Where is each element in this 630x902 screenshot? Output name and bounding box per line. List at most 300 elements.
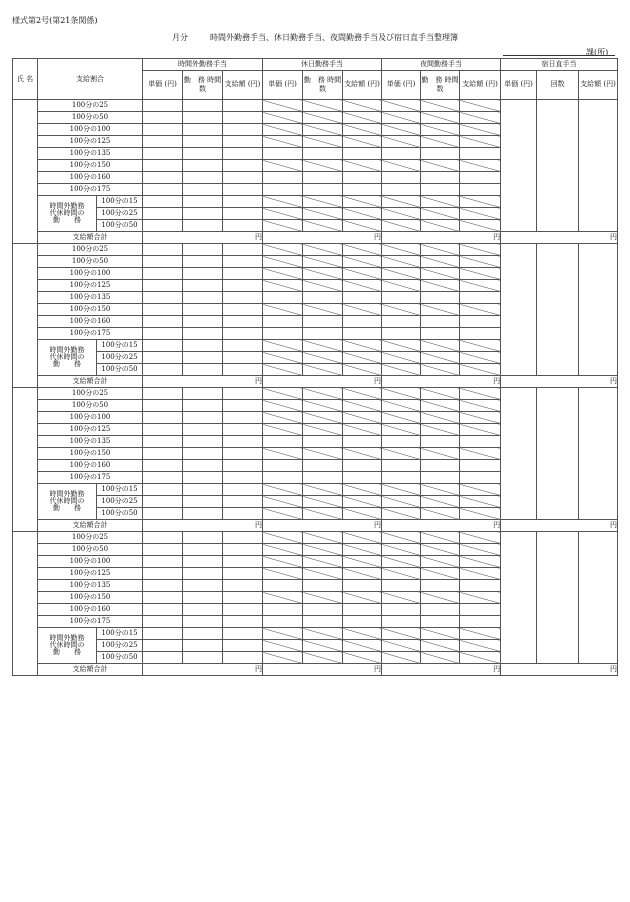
overtime-unit-price-cell[interactable]	[143, 472, 183, 484]
overtime-unit-price-cell[interactable]	[143, 532, 183, 544]
overtime-unit-price-cell[interactable]	[143, 256, 183, 268]
holiday-unit-price-cell[interactable]	[263, 184, 303, 196]
holiday-unit-price-hatched-cell	[263, 340, 303, 352]
overtime-hours-cell[interactable]	[183, 412, 223, 424]
duty-count-cell[interactable]	[537, 100, 579, 232]
night-hours-cell[interactable]	[421, 472, 460, 484]
night-unit-price-cell[interactable]	[382, 460, 421, 472]
overtime-unit-price-cell[interactable]	[143, 268, 183, 280]
night-hours-cell[interactable]	[421, 172, 460, 184]
night-hours-hatched-cell	[421, 112, 460, 124]
total-label: 支給額合計	[38, 232, 143, 244]
overtime-unit-price-cell[interactable]	[143, 136, 183, 148]
overtime-unit-price-cell[interactable]	[143, 244, 183, 256]
overtime-hours-cell[interactable]	[183, 592, 223, 604]
holiday-total-cell[interactable]: 円	[263, 664, 382, 676]
duty-unit-price-cell[interactable]	[501, 100, 537, 232]
overtime-hours-cell[interactable]	[183, 388, 223, 400]
overtime-amount-cell[interactable]	[223, 484, 263, 496]
overtime-unit-price-cell[interactable]	[143, 316, 183, 328]
holiday-amount-cell[interactable]	[343, 580, 382, 592]
holiday-hours-cell[interactable]	[303, 604, 343, 616]
overtime-hours-cell[interactable]	[183, 496, 223, 508]
holiday-unit-price-cell[interactable]	[263, 472, 303, 484]
overtime-unit-price-cell[interactable]	[143, 112, 183, 124]
overtime-amount-cell[interactable]	[223, 220, 263, 232]
overtime-hours-cell[interactable]	[183, 136, 223, 148]
overtime-amount-cell[interactable]	[223, 100, 263, 112]
night-amount-cell[interactable]	[460, 460, 501, 472]
night-unit-price-hatched-cell	[382, 220, 421, 232]
overtime-unit-price-cell[interactable]	[143, 220, 183, 232]
night-unit-price-hatched-cell	[382, 508, 421, 520]
overtime-hours-cell[interactable]	[183, 472, 223, 484]
overtime-hours-cell[interactable]	[183, 508, 223, 520]
duty-unit-price-cell[interactable]	[501, 532, 537, 664]
night-total-cell[interactable]: 円	[382, 376, 501, 388]
overtime-unit-price-cell[interactable]	[143, 304, 183, 316]
overtime-hours-cell[interactable]	[183, 160, 223, 172]
duty-amount-cell[interactable]	[579, 100, 618, 232]
overtime-amount-cell[interactable]	[223, 280, 263, 292]
night-unit-price-cell[interactable]	[382, 148, 421, 160]
night-amount-cell[interactable]	[460, 616, 501, 628]
duty-unit-price-cell[interactable]	[501, 388, 537, 520]
holiday-unit-price-hatched-cell	[263, 220, 303, 232]
holiday-unit-price-cell[interactable]	[263, 580, 303, 592]
holiday-total-cell[interactable]: 円	[263, 376, 382, 388]
holiday-amount-cell[interactable]	[343, 172, 382, 184]
overtime-amount-cell[interactable]	[223, 316, 263, 328]
night-amount-hatched-cell	[460, 280, 501, 292]
holiday-amount-hatched-cell	[343, 640, 382, 652]
overtime-hours-cell[interactable]	[183, 148, 223, 160]
holiday-amount-cell[interactable]	[343, 436, 382, 448]
holiday-unit-price-hatched-cell	[263, 496, 303, 508]
overtime-hours-cell[interactable]	[183, 328, 223, 340]
night-hours-cell[interactable]	[421, 184, 460, 196]
overtime-amount-cell[interactable]	[223, 352, 263, 364]
comp-leave-label-line: 勤 務	[53, 504, 81, 512]
overtime-amount-cell[interactable]	[223, 124, 263, 136]
overtime-amount-cell[interactable]	[223, 160, 263, 172]
night-unit-price-cell[interactable]	[382, 580, 421, 592]
night-amount-cell[interactable]	[460, 604, 501, 616]
night-amount-cell[interactable]	[460, 472, 501, 484]
employee-name-cell[interactable]	[13, 388, 38, 532]
overtime-hours-cell[interactable]	[183, 304, 223, 316]
night-amount-hatched-cell	[460, 196, 501, 208]
overtime-amount-cell[interactable]	[223, 172, 263, 184]
night-amount-cell[interactable]	[460, 328, 501, 340]
holiday-amount-cell[interactable]	[343, 292, 382, 304]
overtime-hours-cell[interactable]	[183, 580, 223, 592]
holiday-amount-cell[interactable]	[343, 472, 382, 484]
overtime-hours-cell[interactable]	[183, 652, 223, 664]
overtime-amount-cell[interactable]	[223, 436, 263, 448]
holiday-hours-cell[interactable]	[303, 148, 343, 160]
holiday-hours-cell[interactable]	[303, 472, 343, 484]
overtime-hours-cell[interactable]	[183, 460, 223, 472]
overtime-unit-price-cell[interactable]	[143, 640, 183, 652]
night-total-cell[interactable]: 円	[382, 664, 501, 676]
ratio-label: 100分の50	[38, 112, 143, 124]
overtime-amount-cell[interactable]	[223, 640, 263, 652]
holiday-unit-price-hatched-cell	[263, 400, 303, 412]
overtime-unit-price-cell[interactable]	[143, 460, 183, 472]
night-hours-cell[interactable]	[421, 436, 460, 448]
night-unit-price-cell[interactable]	[382, 316, 421, 328]
holiday-hours-hatched-cell	[303, 556, 343, 568]
night-amount-cell[interactable]	[460, 184, 501, 196]
overtime-unit-price-cell[interactable]	[143, 196, 183, 208]
overtime-unit-price-cell[interactable]	[143, 556, 183, 568]
holiday-hours-cell[interactable]	[303, 580, 343, 592]
overtime-hours-cell[interactable]	[183, 448, 223, 460]
overtime-unit-price-cell[interactable]	[143, 208, 183, 220]
holiday-hours-cell[interactable]	[303, 436, 343, 448]
overtime-hours-cell[interactable]	[183, 628, 223, 640]
holiday-unit-price-cell[interactable]	[263, 604, 303, 616]
night-hours-cell[interactable]	[421, 604, 460, 616]
holiday-total-cell[interactable]: 円	[263, 232, 382, 244]
overtime-amount-cell[interactable]	[223, 580, 263, 592]
night-unit-price-cell[interactable]	[382, 328, 421, 340]
overtime-hours-cell[interactable]	[183, 424, 223, 436]
overtime-unit-price-cell[interactable]	[143, 544, 183, 556]
holiday-hours-hatched-cell	[303, 400, 343, 412]
employee-name-cell[interactable]	[13, 100, 38, 244]
overtime-hours-cell[interactable]	[183, 316, 223, 328]
overtime-unit-price-cell[interactable]	[143, 148, 183, 160]
overtime-amount-cell[interactable]	[223, 112, 263, 124]
overtime-hours-cell[interactable]	[183, 292, 223, 304]
overtime-unit-price-cell[interactable]	[143, 568, 183, 580]
overtime-unit-price-cell[interactable]	[143, 172, 183, 184]
overtime-amount-cell[interactable]	[223, 388, 263, 400]
holiday-amount-hatched-cell	[343, 100, 382, 112]
holiday-hours-hatched-cell	[303, 496, 343, 508]
duty-unit-price-cell[interactable]	[501, 244, 537, 376]
night-amount-hatched-cell	[460, 160, 501, 172]
holiday-unit-price-hatched-cell	[263, 424, 303, 436]
night-hours-hatched-cell	[421, 568, 460, 580]
duty-total-cell[interactable]: 円	[501, 376, 618, 388]
night-hours-cell[interactable]	[421, 316, 460, 328]
holiday-unit-price-hatched-cell	[263, 268, 303, 280]
night-unit-price-cell[interactable]	[382, 604, 421, 616]
overtime-hours-cell[interactable]	[183, 544, 223, 556]
holiday-unit-price-hatched-cell	[263, 544, 303, 556]
comp-ratio-label: 100分の25	[97, 496, 143, 508]
night-amount-cell[interactable]	[460, 292, 501, 304]
overtime-total-cell[interactable]: 円	[143, 232, 263, 244]
holiday-amount-cell[interactable]	[343, 616, 382, 628]
night-amount-cell[interactable]	[460, 436, 501, 448]
overtime-hours-cell[interactable]	[183, 208, 223, 220]
overtime-unit-price-cell[interactable]	[143, 652, 183, 664]
overtime-amount-cell[interactable]	[223, 568, 263, 580]
duty-total-cell[interactable]: 円	[501, 232, 618, 244]
night-unit-price-cell[interactable]	[382, 172, 421, 184]
overtime-hours-cell[interactable]	[183, 280, 223, 292]
overtime-amount-cell[interactable]	[223, 424, 263, 436]
overtime-unit-price-cell[interactable]	[143, 100, 183, 112]
overtime-hours-cell[interactable]	[183, 604, 223, 616]
holiday-unit-price-cell[interactable]	[263, 328, 303, 340]
overtime-hours-cell[interactable]	[183, 172, 223, 184]
holiday-unit-price-hatched-cell	[263, 640, 303, 652]
night-hours-cell[interactable]	[421, 580, 460, 592]
holiday-amount-hatched-cell	[343, 424, 382, 436]
overtime-total-cell[interactable]: 円	[143, 376, 263, 388]
overtime-amount-cell[interactable]	[223, 244, 263, 256]
overtime-amount-cell[interactable]	[223, 328, 263, 340]
holiday-unit-price-cell[interactable]	[263, 292, 303, 304]
overtime-hours-cell[interactable]	[183, 124, 223, 136]
night-unit-price-hatched-cell	[382, 340, 421, 352]
holiday-amount-hatched-cell	[343, 208, 382, 220]
overtime-unit-price-cell[interactable]	[143, 580, 183, 592]
overtime-hours-cell[interactable]	[183, 340, 223, 352]
overtime-amount-cell[interactable]	[223, 508, 263, 520]
night-unit-price-cell[interactable]	[382, 436, 421, 448]
overtime-unit-price-cell[interactable]	[143, 436, 183, 448]
overtime-amount-cell[interactable]	[223, 532, 263, 544]
holiday-unit-price-cell[interactable]	[263, 148, 303, 160]
overtime-amount-cell[interactable]	[223, 268, 263, 280]
comp-ratio-label: 100分の15	[97, 196, 143, 208]
overtime-amount-cell[interactable]	[223, 364, 263, 376]
ratio-label: 100分の135	[38, 148, 143, 160]
night-amount-cell[interactable]	[460, 148, 501, 160]
holiday-amount-cell[interactable]	[343, 184, 382, 196]
overtime-amount-cell[interactable]	[223, 148, 263, 160]
holiday-unit-price-hatched-cell	[263, 448, 303, 460]
overtime-hours-cell[interactable]	[183, 244, 223, 256]
form-reference: 様式第2号(第21条関係)	[12, 16, 98, 25]
overtime-amount-cell[interactable]	[223, 292, 263, 304]
overtime-hours-cell[interactable]	[183, 220, 223, 232]
overtime-total-cell[interactable]: 円	[143, 664, 263, 676]
holiday-hours-cell[interactable]	[303, 328, 343, 340]
night-hours-hatched-cell	[421, 100, 460, 112]
duty-total-cell[interactable]: 円	[501, 520, 618, 532]
duty-count-cell[interactable]	[537, 244, 579, 376]
overtime-amount-cell[interactable]	[223, 448, 263, 460]
holiday-amount-hatched-cell	[343, 352, 382, 364]
overtime-unit-price-cell[interactable]	[143, 484, 183, 496]
overtime-unit-price-cell[interactable]	[143, 592, 183, 604]
overtime-hours-cell[interactable]	[183, 484, 223, 496]
overtime-hours-cell[interactable]	[183, 436, 223, 448]
night-total-cell[interactable]: 円	[382, 232, 501, 244]
overtime-unit-price-cell[interactable]	[143, 340, 183, 352]
overtime-unit-price-cell[interactable]	[143, 448, 183, 460]
night-amount-hatched-cell	[460, 484, 501, 496]
overtime-unit-price-cell[interactable]	[143, 388, 183, 400]
overtime-amount-cell[interactable]	[223, 616, 263, 628]
night-unit-price-hatched-cell	[382, 568, 421, 580]
holiday-unit-price-cell[interactable]	[263, 460, 303, 472]
holiday-amount-cell[interactable]	[343, 316, 382, 328]
overtime-hours-cell[interactable]	[183, 100, 223, 112]
overtime-hours-cell[interactable]	[183, 400, 223, 412]
holiday-hours-cell[interactable]	[303, 184, 343, 196]
holiday-amount-cell[interactable]	[343, 604, 382, 616]
holiday-amount-hatched-cell	[343, 196, 382, 208]
holiday-hours-hatched-cell	[303, 640, 343, 652]
night-hours-cell[interactable]	[421, 148, 460, 160]
duty-amount-cell[interactable]	[579, 388, 618, 520]
overtime-amount-cell[interactable]	[223, 304, 263, 316]
overtime-unit-price-cell[interactable]	[143, 628, 183, 640]
overtime-hours-cell[interactable]	[183, 364, 223, 376]
overtime-amount-cell[interactable]	[223, 412, 263, 424]
overtime-amount-cell[interactable]	[223, 196, 263, 208]
overtime-amount-cell[interactable]	[223, 628, 263, 640]
ratio-label: 100分の175	[38, 472, 143, 484]
overtime-unit-price-cell[interactable]	[143, 184, 183, 196]
overtime-amount-cell[interactable]	[223, 184, 263, 196]
overtime-unit-price-cell[interactable]	[143, 364, 183, 376]
overtime-amount-cell[interactable]	[223, 544, 263, 556]
holiday-unit-price-hatched-cell	[263, 136, 303, 148]
night-unit-price-cell[interactable]	[382, 184, 421, 196]
holiday-hours-cell[interactable]	[303, 460, 343, 472]
overtime-hours-cell[interactable]	[183, 256, 223, 268]
night-unit-price-hatched-cell	[382, 352, 421, 364]
duty-amount-header: 支給額 (円)	[579, 71, 618, 100]
night-hours-cell[interactable]	[421, 328, 460, 340]
holiday-hours-hatched-cell	[303, 592, 343, 604]
total-label: 支給額合計	[38, 664, 143, 676]
overtime-amount-cell[interactable]	[223, 136, 263, 148]
holiday-unit-price-cell[interactable]	[263, 436, 303, 448]
overtime-amount-cell[interactable]	[223, 652, 263, 664]
holiday-hours-cell[interactable]	[303, 172, 343, 184]
overtime-unit-price-cell[interactable]	[143, 124, 183, 136]
overtime-amount-cell[interactable]	[223, 556, 263, 568]
night-unit-price-hatched-cell	[382, 268, 421, 280]
overtime-hours-cell[interactable]	[183, 568, 223, 580]
overtime-unit-price-cell[interactable]	[143, 604, 183, 616]
overtime-hours-cell[interactable]	[183, 352, 223, 364]
overtime-amount-cell[interactable]	[223, 256, 263, 268]
night-amount-cell[interactable]	[460, 316, 501, 328]
night-hours-hatched-cell	[421, 628, 460, 640]
duty-amount-cell[interactable]	[579, 532, 618, 664]
holiday-hours-cell[interactable]	[303, 616, 343, 628]
night-amount-cell[interactable]	[460, 580, 501, 592]
overtime-total-cell[interactable]: 円	[143, 520, 263, 532]
night-hours-cell[interactable]	[421, 616, 460, 628]
holiday-amount-cell[interactable]	[343, 328, 382, 340]
night-total-cell[interactable]: 円	[382, 520, 501, 532]
holiday-amount-hatched-cell	[343, 484, 382, 496]
overtime-amount-cell[interactable]	[223, 340, 263, 352]
overtime-unit-price-cell[interactable]	[143, 616, 183, 628]
night-hours-cell[interactable]	[421, 292, 460, 304]
holiday-hours-cell[interactable]	[303, 316, 343, 328]
overtime-hours-cell[interactable]	[183, 196, 223, 208]
overtime-hours-cell[interactable]	[183, 532, 223, 544]
night-unit-price-hatched-cell	[382, 112, 421, 124]
night-hours-cell[interactable]	[421, 460, 460, 472]
holiday-total-cell[interactable]: 円	[263, 520, 382, 532]
total-row	[13, 376, 618, 388]
employee-name-cell[interactable]	[13, 532, 38, 676]
holiday-hours-cell[interactable]	[303, 292, 343, 304]
comp-leave-label	[38, 196, 97, 232]
overtime-unit-price-cell[interactable]	[143, 424, 183, 436]
holiday-amount-hatched-cell	[343, 304, 382, 316]
overtime-unit-price-cell[interactable]	[143, 400, 183, 412]
overtime-hours-cell[interactable]	[183, 640, 223, 652]
ratio-label: 100分の175	[38, 328, 143, 340]
overtime-hours-cell[interactable]	[183, 556, 223, 568]
comp-leave-label	[38, 484, 97, 520]
overtime-unit-price-cell[interactable]	[143, 412, 183, 424]
duty-total-cell[interactable]: 円	[501, 664, 618, 676]
holiday-amount-hatched-cell	[343, 256, 382, 268]
overtime-amount-cell[interactable]	[223, 460, 263, 472]
holiday-amount-hatched-cell	[343, 568, 382, 580]
overtime-amount-cell[interactable]	[223, 496, 263, 508]
overtime-unit-price-cell[interactable]	[143, 160, 183, 172]
night-unit-price-cell[interactable]	[382, 616, 421, 628]
duty-count-cell[interactable]	[537, 388, 579, 520]
overtime-hours-cell[interactable]	[183, 268, 223, 280]
night-amount-cell[interactable]	[460, 172, 501, 184]
overtime-hours-cell[interactable]	[183, 112, 223, 124]
name-header: 氏 名	[13, 59, 38, 100]
comp-ratio-label: 100分の25	[97, 352, 143, 364]
overtime-unit-price-cell[interactable]	[143, 280, 183, 292]
overtime-amount-cell[interactable]	[223, 400, 263, 412]
night-hours-hatched-cell	[421, 364, 460, 376]
overtime-unit-price-cell[interactable]	[143, 328, 183, 340]
holiday-hours-hatched-cell	[303, 244, 343, 256]
night-amount-hatched-cell	[460, 424, 501, 436]
overtime-unit-price-cell[interactable]	[143, 352, 183, 364]
holiday-amount-hatched-cell	[343, 496, 382, 508]
holiday-amount-cell[interactable]	[343, 148, 382, 160]
holiday-unit-price-header: 単価 (円)	[263, 71, 303, 100]
overtime-hours-cell[interactable]	[183, 184, 223, 196]
holiday-amount-cell[interactable]	[343, 460, 382, 472]
night-unit-price-hatched-cell	[382, 280, 421, 292]
overtime-amount-cell[interactable]	[223, 208, 263, 220]
night-unit-price-cell[interactable]	[382, 472, 421, 484]
night-hours-hatched-cell	[421, 160, 460, 172]
holiday-unit-price-cell[interactable]	[263, 616, 303, 628]
overtime-amount-cell[interactable]	[223, 472, 263, 484]
duty-amount-cell[interactable]	[579, 244, 618, 376]
overtime-unit-price-cell[interactable]	[143, 496, 183, 508]
comp-ratio-label: 100分の15	[97, 484, 143, 496]
holiday-unit-price-cell[interactable]	[263, 172, 303, 184]
overtime-amount-cell[interactable]	[223, 604, 263, 616]
employee-name-cell[interactable]	[13, 244, 38, 388]
night-unit-price-cell[interactable]	[382, 292, 421, 304]
overtime-unit-price-cell[interactable]	[143, 292, 183, 304]
duty-count-cell[interactable]	[537, 532, 579, 664]
overtime-unit-price-cell[interactable]	[143, 508, 183, 520]
overtime-amount-cell[interactable]	[223, 592, 263, 604]
overtime-hours-cell[interactable]	[183, 616, 223, 628]
holiday-unit-price-cell[interactable]	[263, 316, 303, 328]
